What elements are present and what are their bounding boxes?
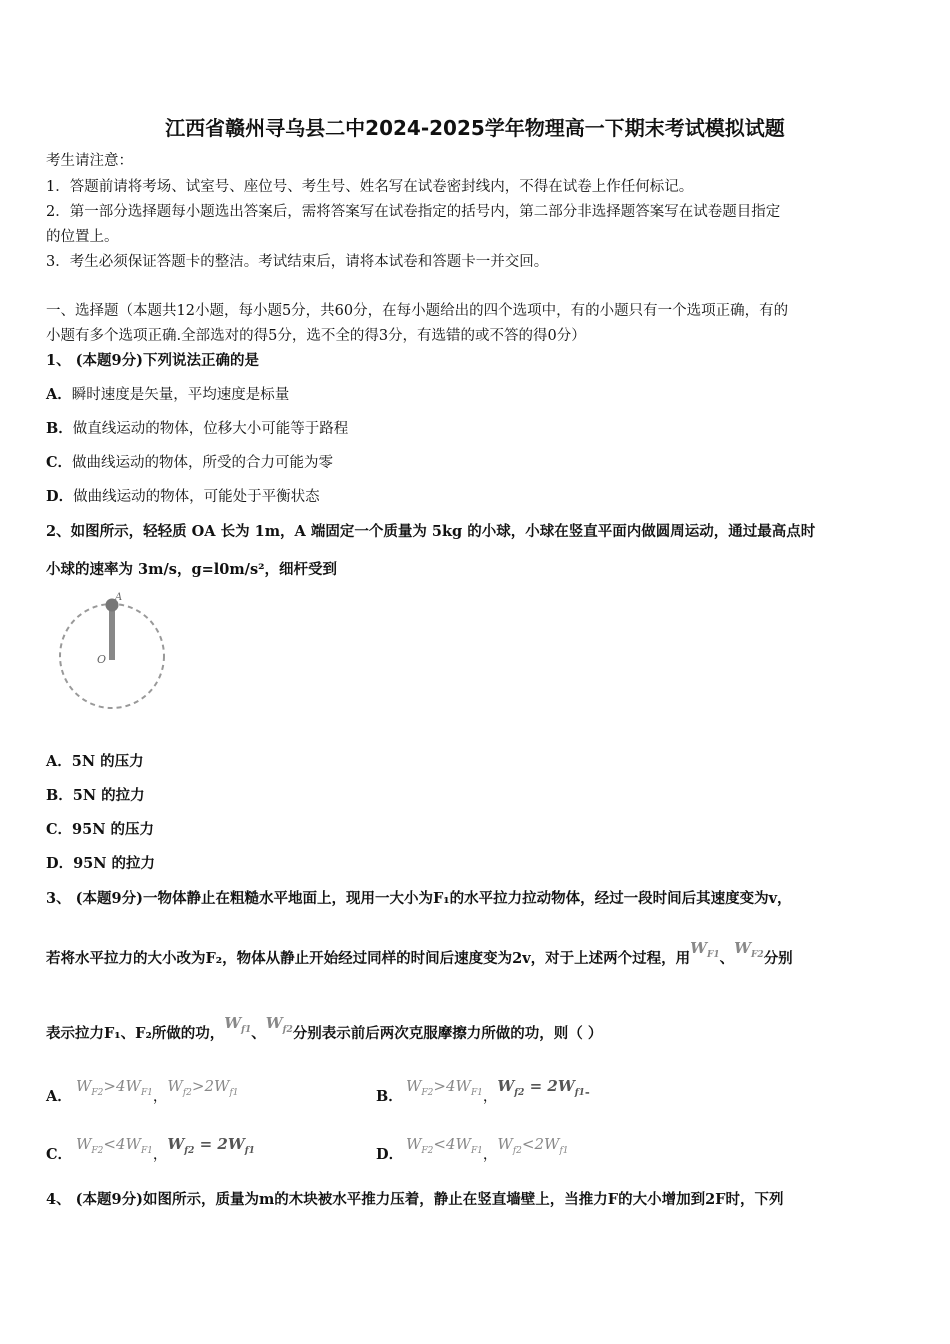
formula-subscript: f1	[574, 1088, 585, 1098]
formula-symbol: W	[76, 1077, 92, 1095]
q1-stem: 1、 (本题9分)下列说法正确的是	[46, 352, 259, 369]
option-label: A．	[46, 753, 72, 770]
separator: ，	[152, 1147, 168, 1163]
formula-w-f2	[734, 938, 764, 965]
formula-relation: = 2W	[524, 1077, 575, 1095]
separator: ，	[482, 1147, 498, 1163]
q2-option-b[interactable]	[46, 786, 145, 806]
q3-stem-3	[46, 1014, 603, 1050]
formula-subscript: f2	[184, 1146, 195, 1156]
q2-stem-1: 2、如图所示，轻轻质 OA 长为 1m，A 端固定一个质量为 5kg 的小球，小球在竖直平面内做圆周运动，通过最高点时	[46, 523, 816, 540]
option-label: C．	[46, 821, 73, 838]
notice-item-3: 3．考生必须保证答题卡的整洁。考试结束后，请将本试卷和答题卡一并交回。	[46, 254, 549, 270]
formula-w-friction-1	[224, 1013, 251, 1040]
formula-subscript: F2	[91, 1088, 104, 1098]
notice-item-2-cont: 的位置上。	[46, 229, 119, 245]
formula-subscript: F1	[140, 1146, 153, 1156]
formula-relation: <4W	[433, 1135, 471, 1153]
rod-oa	[109, 604, 115, 660]
formula-symbol: W	[690, 939, 708, 957]
separator: ，	[152, 1089, 168, 1105]
formula-subscript: F1	[470, 1146, 483, 1156]
formula-relation: = 2W	[194, 1135, 245, 1153]
option-label: C．	[46, 454, 73, 471]
formula-subscript: f2	[282, 1025, 293, 1035]
formula-symbol: W	[76, 1135, 92, 1153]
formula-symbol: W	[224, 1014, 242, 1032]
notice-item-2: 2．第一部分选择题每小题选出答案后，需将答案写在试卷指定的括号内，第二部分非选择题答案写在试卷题目指定	[46, 204, 781, 220]
label-o: O	[97, 653, 107, 666]
formula-symbol: W	[167, 1135, 185, 1153]
formula-subscript: f2	[182, 1088, 192, 1098]
formula-subscript: F2	[91, 1146, 104, 1156]
option-label: B．	[46, 420, 73, 437]
q2-option-c[interactable]	[46, 820, 154, 840]
formula-symbol: W	[497, 1077, 515, 1095]
option-label: D．	[376, 1146, 404, 1163]
option-label: D．	[46, 855, 74, 872]
formula-symbol: W	[265, 1014, 283, 1032]
formula-subscript: F2	[421, 1146, 434, 1156]
option-label: A．	[46, 1088, 72, 1105]
formula-relation: <2W	[521, 1135, 560, 1153]
q3-option-a[interactable]	[46, 1075, 239, 1105]
separator: 、	[251, 1025, 266, 1042]
q3-option-b[interactable]	[376, 1075, 590, 1105]
formula-subscript: f1	[241, 1025, 252, 1035]
option-label: B．	[376, 1088, 403, 1105]
formula-subscript: f1	[229, 1088, 239, 1098]
formula-symbol: W	[406, 1077, 422, 1095]
q3-stem-3-tail: 分别表示前后两次克服摩擦力所做的功，则（ ）	[292, 1025, 603, 1042]
option-tail: -	[584, 1085, 590, 1101]
formula-relation: >2W	[191, 1077, 230, 1095]
option-text: 瞬时速度是矢量，平均速度是标量	[71, 387, 290, 403]
formula-subscript: f2	[514, 1088, 525, 1098]
page-title: 江西省赣州寻乌县二中2024-2025学年物理高一下期末考试模拟试题	[165, 116, 785, 140]
formula-subscript: F2	[751, 950, 764, 960]
option-text: 95N 的拉力	[73, 855, 156, 872]
option-label: D．	[46, 488, 74, 505]
formula-subscript: F1	[470, 1088, 483, 1098]
formula-subscript: F1	[140, 1088, 153, 1098]
formula-subscript: F1	[707, 950, 720, 960]
option-formula-2	[497, 1077, 584, 1098]
q3-option-c[interactable]	[46, 1133, 255, 1163]
option-formula-1	[76, 1077, 153, 1098]
label-a: A	[115, 592, 123, 603]
q1-option-b[interactable]	[46, 419, 348, 439]
q1-option-c[interactable]	[46, 453, 333, 473]
formula-symbol: W	[406, 1135, 422, 1153]
formula-w-friction-2	[266, 1013, 293, 1040]
option-text: 95N 的压力	[72, 821, 155, 838]
option-label: C．	[46, 1146, 73, 1163]
formula-relation: >4W	[103, 1077, 141, 1095]
formula-symbol: W	[167, 1077, 183, 1095]
formula-subscript: f2	[512, 1146, 522, 1156]
option-text: 做直线运动的物体，位移大小可能等于路程	[72, 421, 349, 437]
separator: 、	[719, 950, 735, 967]
option-text: 5N 的压力	[71, 753, 144, 770]
formula-w-f1	[690, 938, 720, 965]
separator: ，	[482, 1089, 498, 1105]
q3-stem-3-text: 表示拉力F₁、F₂所做的功，	[46, 1025, 225, 1042]
q2-stem-2: 小球的速率为 3m/s，g=l0m/s²，细杆受到	[46, 561, 337, 578]
option-label: B．	[46, 787, 73, 804]
q2-option-a[interactable]	[46, 752, 144, 772]
q3-stem-2-tail: 分别	[763, 950, 793, 967]
option-formula-2	[497, 1135, 568, 1156]
option-formula-1	[406, 1135, 483, 1156]
option-formula-1	[76, 1135, 153, 1156]
formula-subscript: f1	[244, 1146, 255, 1156]
formula-subscript: f1	[559, 1146, 569, 1156]
notice-heading: 考生请注意：	[46, 153, 133, 169]
q1-option-d[interactable]	[46, 487, 320, 507]
option-text: 5N 的拉力	[72, 787, 145, 804]
circular-motion-figure	[55, 590, 175, 715]
q3-stem-2	[46, 939, 793, 975]
option-text: 做曲线运动的物体，所受的合力可能为零	[72, 455, 334, 471]
formula-symbol: W	[497, 1135, 513, 1153]
formula-symbol: W	[734, 939, 752, 957]
q3-stem-1: 3、 (本题9分)一物体静止在粗糙水平地面上，现用一大小为F₁的水平拉力拉动物体，经过一段时间后其速度变为v，	[46, 890, 792, 907]
notice-item-1: 1．答题前请将考场、试室号、座位号、考生号、姓名写在试卷密封线内，不得在试卷上作任何标记。	[46, 179, 694, 195]
formula-relation: <4W	[103, 1135, 141, 1153]
formula-relation: >4W	[433, 1077, 471, 1095]
option-formula-2	[167, 1077, 238, 1098]
q3-option-d[interactable]	[376, 1133, 569, 1163]
option-formula-2	[167, 1135, 254, 1156]
option-label: A．	[46, 386, 72, 403]
section-instructions-1: 一、选择题（本题共12小题，每小题5分，共60分，在每小题给出的四个选项中，有的小题只有一个选项正确，有的	[46, 303, 789, 319]
option-text: 做曲线运动的物体，可能处于平衡状态	[73, 489, 320, 505]
q1-option-a[interactable]	[46, 385, 289, 405]
formula-subscript: F2	[421, 1088, 434, 1098]
q2-option-d[interactable]	[46, 854, 155, 874]
option-formula-1	[406, 1077, 483, 1098]
q4-stem-1: 4、 (本题9分)如图所示，质量为m的木块被水平推力压着，静止在竖直墙壁上，当推力F的大小增加到2F时，下列	[46, 1191, 784, 1208]
q3-stem-2-text: 若将水平拉力的大小改为F₂，物体从静止开始经过同样的时间后速度变为2v，对于上述两个过程，用	[46, 950, 691, 967]
section-instructions-2: 小题有多个选项正确.全部选对的得5分，选不全的得3分，有选错的或不答的得0分）	[46, 328, 586, 344]
